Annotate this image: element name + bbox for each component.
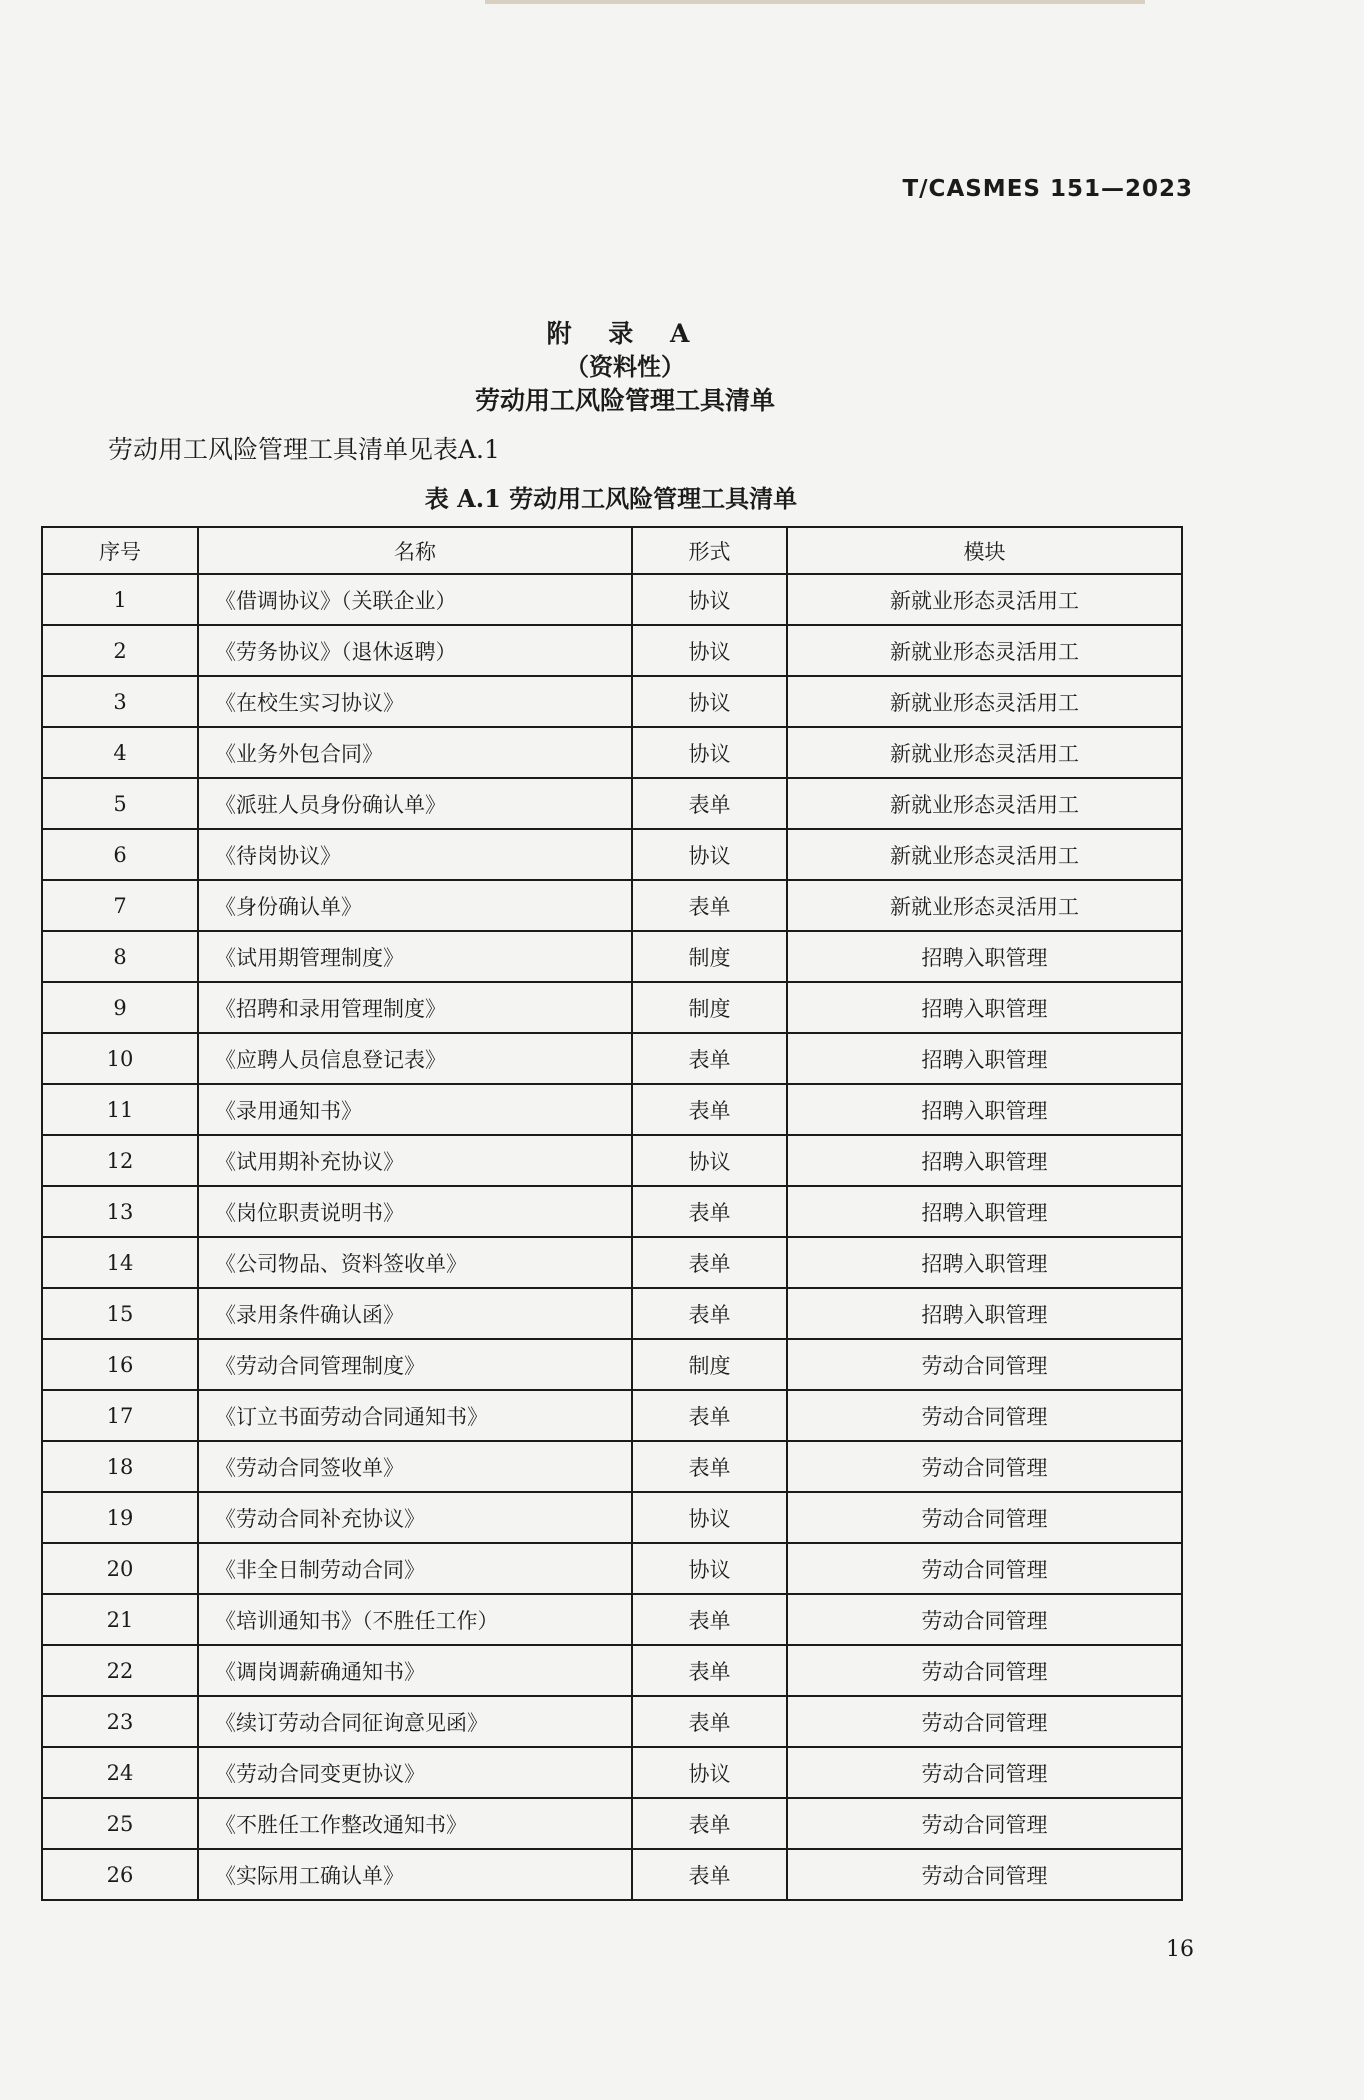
cell-form: 协议 (632, 1543, 787, 1594)
top-edge-strip (485, 0, 1145, 4)
table-row (42, 676, 1182, 727)
cell-module: 招聘入职管理 (787, 1237, 1182, 1288)
table-row (42, 727, 1182, 778)
cell-module: 新就业形态灵活用工 (787, 727, 1182, 778)
cell-form: 表单 (632, 778, 787, 829)
cell-no: 11 (42, 1084, 198, 1135)
cell-module: 劳动合同管理 (787, 1339, 1182, 1390)
cell-no: 13 (42, 1186, 198, 1237)
table-row (42, 1135, 1182, 1186)
cell-no: 9 (42, 982, 198, 1033)
cell-no: 10 (42, 1033, 198, 1084)
table-row (42, 1849, 1182, 1900)
cell-form: 表单 (632, 1696, 787, 1747)
cell-name: 《调岗调薪确通知书》 (198, 1645, 632, 1696)
page-number: 16 (1166, 1937, 1194, 1962)
cell-module: 招聘入职管理 (787, 982, 1182, 1033)
cell-no: 25 (42, 1798, 198, 1849)
header-no: 序号 (42, 527, 198, 574)
cell-form: 表单 (632, 1849, 787, 1900)
cell-form: 表单 (632, 1645, 787, 1696)
cell-name: 《借调协议》（关联企业） (198, 574, 632, 625)
standard-code: T/CASMES 151—2023 (902, 176, 1193, 202)
table-row (42, 1339, 1182, 1390)
cell-name: 《在校生实习协议》 (198, 676, 632, 727)
cell-no: 26 (42, 1849, 198, 1900)
cell-form: 协议 (632, 1135, 787, 1186)
tools-table (41, 526, 1183, 1901)
cell-no: 19 (42, 1492, 198, 1543)
cell-no: 8 (42, 931, 198, 982)
table-row (42, 982, 1182, 1033)
cell-module: 劳动合同管理 (787, 1798, 1182, 1849)
table-row (42, 1084, 1182, 1135)
cell-name: 《劳动合同管理制度》 (198, 1339, 632, 1390)
table-body (42, 574, 1182, 1900)
cell-name: 《录用通知书》 (198, 1084, 632, 1135)
cell-no: 20 (42, 1543, 198, 1594)
cell-name: 《录用条件确认函》 (198, 1288, 632, 1339)
cell-form: 表单 (632, 1033, 787, 1084)
cell-module: 招聘入职管理 (787, 931, 1182, 982)
table-row (42, 1288, 1182, 1339)
cell-module: 劳动合同管理 (787, 1696, 1182, 1747)
cell-name: 《劳动合同补充协议》 (198, 1492, 632, 1543)
table-row (42, 1696, 1182, 1747)
cell-form: 表单 (632, 880, 787, 931)
cell-name: 《劳务协议》（退休返聘） (198, 625, 632, 676)
cell-module: 新就业形态灵活用工 (787, 574, 1182, 625)
cell-form: 表单 (632, 1798, 787, 1849)
cell-name: 《待岗协议》 (198, 829, 632, 880)
cell-form: 表单 (632, 1084, 787, 1135)
header-module: 模块 (787, 527, 1182, 574)
cell-form: 协议 (632, 625, 787, 676)
cell-form: 协议 (632, 727, 787, 778)
cell-name: 《应聘人员信息登记表》 (198, 1033, 632, 1084)
cell-form: 表单 (632, 1441, 787, 1492)
header-form: 形式 (632, 527, 787, 574)
cell-name: 《公司物品、资料签收单》 (198, 1237, 632, 1288)
cell-name: 《招聘和录用管理制度》 (198, 982, 632, 1033)
cell-module: 劳动合同管理 (787, 1645, 1182, 1696)
cell-name: 《派驻人员身份确认单》 (198, 778, 632, 829)
cell-form: 表单 (632, 1288, 787, 1339)
cell-module: 新就业形态灵活用工 (787, 829, 1182, 880)
cell-name: 《业务外包合同》 (198, 727, 632, 778)
cell-name: 《不胜任工作整改通知书》 (198, 1798, 632, 1849)
cell-module: 招聘入职管理 (787, 1135, 1182, 1186)
cell-module: 劳动合同管理 (787, 1492, 1182, 1543)
table-row (42, 1543, 1182, 1594)
cell-module: 招聘入职管理 (787, 1186, 1182, 1237)
cell-form: 协议 (632, 676, 787, 727)
table-row (42, 1747, 1182, 1798)
cell-form: 制度 (632, 931, 787, 982)
annex-title: 劳动用工风险管理工具清单 (474, 386, 775, 415)
cell-module: 招聘入职管理 (787, 1084, 1182, 1135)
cell-no: 15 (42, 1288, 198, 1339)
cell-module: 劳动合同管理 (787, 1594, 1182, 1645)
cell-module: 劳动合同管理 (787, 1441, 1182, 1492)
table-row (42, 778, 1182, 829)
cell-form: 制度 (632, 982, 787, 1033)
cell-name: 《续订劳动合同征询意见函》 (198, 1696, 632, 1747)
cell-no: 21 (42, 1594, 198, 1645)
cell-name: 《实际用工确认单》 (198, 1849, 632, 1900)
cell-name: 《试用期补充协议》 (198, 1135, 632, 1186)
cell-name: 《试用期管理制度》 (198, 931, 632, 982)
cell-module: 新就业形态灵活用工 (787, 676, 1182, 727)
table-row (42, 829, 1182, 880)
cell-no: 6 (42, 829, 198, 880)
header-name: 名称 (198, 527, 632, 574)
cell-form: 表单 (632, 1237, 787, 1288)
cell-form: 协议 (632, 1492, 787, 1543)
cell-no: 1 (42, 574, 198, 625)
cell-name: 《非全日制劳动合同》 (198, 1543, 632, 1594)
cell-name: 《身份确认单》 (198, 880, 632, 931)
cell-no: 24 (42, 1747, 198, 1798)
table-row (42, 625, 1182, 676)
cell-no: 22 (42, 1645, 198, 1696)
table-row (42, 931, 1182, 982)
cell-no: 3 (42, 676, 198, 727)
cell-form: 协议 (632, 574, 787, 625)
cell-no: 16 (42, 1339, 198, 1390)
cell-name: 《订立书面劳动合同通知书》 (198, 1390, 632, 1441)
table-row (42, 1645, 1182, 1696)
table-row (42, 1492, 1182, 1543)
cell-name: 《岗位职责说明书》 (198, 1186, 632, 1237)
cell-name: 《劳动合同签收单》 (198, 1441, 632, 1492)
cell-module: 劳动合同管理 (787, 1849, 1182, 1900)
table-row (42, 1798, 1182, 1849)
cell-module: 新就业形态灵活用工 (787, 625, 1182, 676)
table-caption: 表 A.1 劳动用工风险管理工具清单 (424, 484, 798, 513)
table-header-row (42, 527, 1182, 574)
cell-no: 4 (42, 727, 198, 778)
table-row (42, 880, 1182, 931)
cell-no: 2 (42, 625, 198, 676)
cell-form: 表单 (632, 1594, 787, 1645)
cell-module: 新就业形态灵活用工 (787, 778, 1182, 829)
cell-form: 协议 (632, 1747, 787, 1798)
table-row (42, 1594, 1182, 1645)
cell-form: 表单 (632, 1390, 787, 1441)
cell-module: 劳动合同管理 (787, 1543, 1182, 1594)
cell-no: 14 (42, 1237, 198, 1288)
cell-module: 劳动合同管理 (787, 1747, 1182, 1798)
intro-text: 劳动用工风险管理工具清单见表A.1 (108, 435, 500, 464)
table-row (42, 574, 1182, 625)
table-row (42, 1033, 1182, 1084)
cell-no: 23 (42, 1696, 198, 1747)
cell-name: 《培训通知书》（不胜任工作） (198, 1594, 632, 1645)
cell-form: 协议 (632, 829, 787, 880)
cell-no: 18 (42, 1441, 198, 1492)
annex-nature: （资料性） (565, 352, 685, 381)
cell-no: 7 (42, 880, 198, 931)
table-row (42, 1441, 1182, 1492)
cell-form: 表单 (632, 1186, 787, 1237)
cell-no: 12 (42, 1135, 198, 1186)
annex-label: 附 录 A (546, 319, 704, 348)
table-row (42, 1186, 1182, 1237)
cell-no: 5 (42, 778, 198, 829)
table-row (42, 1390, 1182, 1441)
cell-module: 劳动合同管理 (787, 1390, 1182, 1441)
cell-module: 新就业形态灵活用工 (787, 880, 1182, 931)
cell-form: 制度 (632, 1339, 787, 1390)
cell-module: 招聘入职管理 (787, 1288, 1182, 1339)
cell-no: 17 (42, 1390, 198, 1441)
cell-name: 《劳动合同变更协议》 (198, 1747, 632, 1798)
table-row (42, 1237, 1182, 1288)
cell-module: 招聘入职管理 (787, 1033, 1182, 1084)
